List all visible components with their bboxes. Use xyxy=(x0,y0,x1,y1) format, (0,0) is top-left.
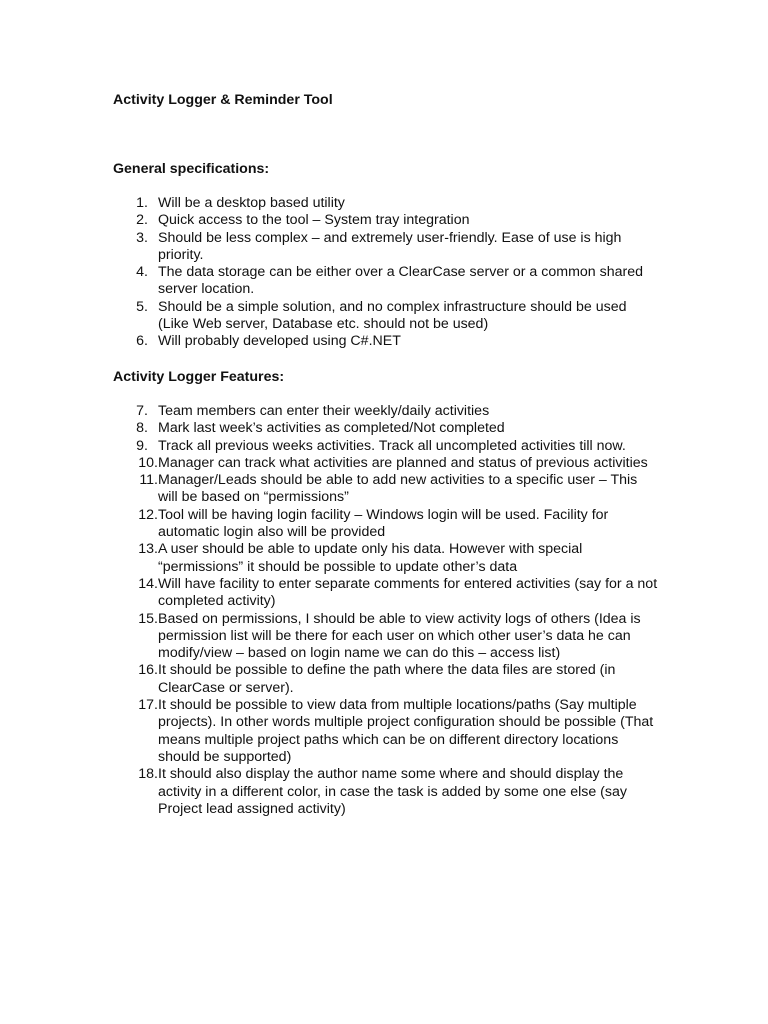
item-number: 12. xyxy=(138,506,158,523)
item-number: 15. xyxy=(138,610,158,627)
list-item xyxy=(0,403,768,420)
item-number: 13. xyxy=(138,541,158,558)
list-item xyxy=(0,333,768,350)
item-text: Mark last week’s activities as completed/Not completed xyxy=(158,420,505,437)
item-text: Team members can enter their weekly/daily activities xyxy=(158,403,490,419)
item-text: Manager/Leads should be able to add new activities to a specific user – This will be based on “permissions” xyxy=(158,472,638,506)
item-text: Track all previous weeks activities. Track all uncompleted activities till now. xyxy=(158,437,626,454)
item-text: Will probably developed using C#.NET xyxy=(158,333,401,350)
item-number: 14. xyxy=(138,575,158,592)
item-text: A user should be able to update only his data. However with special “permissions” it should be possible to update other’s data xyxy=(158,541,583,575)
list-item xyxy=(0,438,768,455)
item-number: 17. xyxy=(138,697,158,714)
document-title: Activity Logger & Reminder Tool xyxy=(113,92,333,108)
item-number: 1. xyxy=(136,195,148,211)
list-item xyxy=(0,611,768,663)
item-number: 10. xyxy=(138,454,158,471)
item-number: 16. xyxy=(138,662,158,679)
item-text: The data storage can be either over a ClearCase server or a common shared server location. xyxy=(158,264,643,298)
item-number: 8. xyxy=(136,420,148,437)
list-item xyxy=(0,766,768,818)
item-number: 9. xyxy=(136,437,148,454)
item-text: Manager can track what activities are planned and status of previous activities xyxy=(158,454,648,471)
item-number: 6. xyxy=(136,333,148,350)
list-item xyxy=(0,195,768,212)
section-heading-activity-logger-features: Activity Logger Features: xyxy=(113,369,285,385)
item-text: Based on permissions, I should be able to view activity logs of others (Idea is permission list will be there for each user on which other user’s data he can modify/view – based on login name we can do this – access list) xyxy=(158,610,641,662)
item-text: Should be less complex – and extremely user-friendly. Ease of use is high priority. xyxy=(158,229,622,263)
item-number: 11. xyxy=(139,472,158,489)
item-text: It should also display the author name some where and should display the activity in a different color, in case the task is added by some one else (say Project lead assigned activity) xyxy=(158,766,627,817)
item-text: Will be a desktop based utility xyxy=(158,195,345,211)
list-item xyxy=(0,472,768,507)
general-specifications-list xyxy=(0,195,768,351)
item-text: Should be a simple solution, and no complex infrastructure should be used (Like Web server, Database etc. should not be used) xyxy=(158,298,627,333)
item-number: 3. xyxy=(136,229,148,246)
list-item xyxy=(0,212,768,229)
list-item xyxy=(0,507,768,542)
list-item xyxy=(0,420,768,437)
list-item xyxy=(0,455,768,472)
list-item xyxy=(0,697,768,766)
activity-logger-features-list xyxy=(0,403,768,818)
item-text: Tool will be having login facility – Windows login will be used. Facility for automatic login also will be provided xyxy=(158,506,609,541)
list-item xyxy=(0,264,768,299)
item-text: Will have facility to enter separate comments for entered activities (say for a not completed activity) xyxy=(158,575,658,610)
item-text: It should be possible to view data from multiple locations/paths (Say multiple projects). In other words multiple project configuration should be possible (That means multiple project paths which can be on different directory locations should be supported) xyxy=(158,697,654,765)
list-item xyxy=(0,541,768,576)
item-text: It should be possible to define the path where the data files are stored (in ClearCase or server). xyxy=(158,662,616,696)
section-heading-general-specifications: General specifications: xyxy=(113,161,270,177)
item-number: 2. xyxy=(136,212,148,229)
item-number: 5. xyxy=(136,298,148,315)
item-number: 7. xyxy=(136,403,148,419)
item-number: 18. xyxy=(138,766,158,783)
item-number: 4. xyxy=(136,264,148,281)
list-item xyxy=(0,230,768,265)
list-item xyxy=(0,299,768,334)
item-text: Quick access to the tool – System tray integration xyxy=(158,212,470,229)
list-item xyxy=(0,576,768,611)
list-item xyxy=(0,662,768,697)
